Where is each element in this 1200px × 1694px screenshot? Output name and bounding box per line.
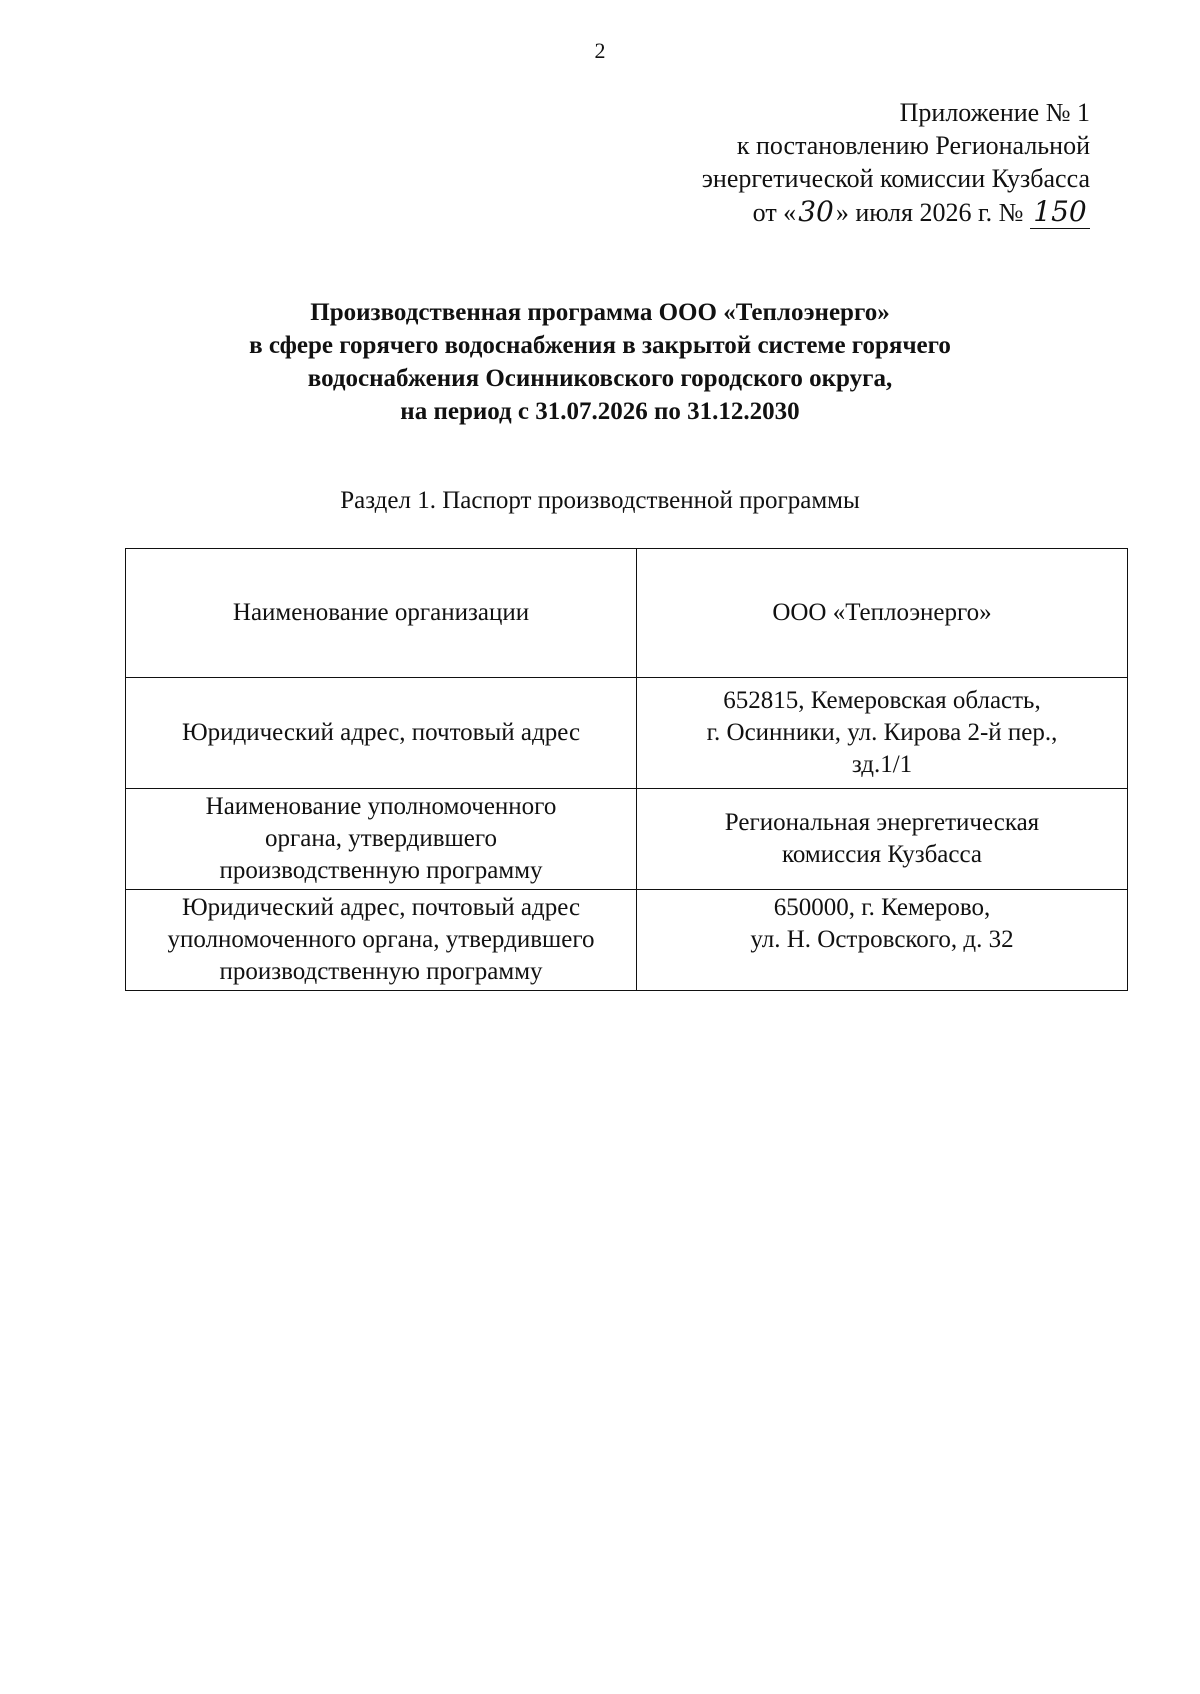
date-prefix: от « <box>752 198 797 227</box>
table-cell-value <box>637 678 1128 789</box>
cell-text: уполномоченного органа, утвердившего <box>167 926 595 953</box>
cell-text: г. Осинники, ул. Кирова 2-й пер., <box>706 719 1058 746</box>
appendix-decree-ref: к постановлению Региональной <box>736 131 1090 160</box>
table-row <box>126 678 1128 789</box>
cell-text: зд.1/1 <box>851 751 913 778</box>
cell-text: производственную программу <box>219 958 543 985</box>
table-cell-label <box>126 678 637 789</box>
cell-text: ООО «Теплоэнерго» <box>772 599 992 626</box>
document-title <box>0 296 1200 428</box>
table-cell-value <box>637 549 1128 678</box>
cell-text: Наименование уполномоченного <box>205 793 557 820</box>
cell-text: 650000, г. Кемерово, <box>773 894 991 921</box>
cell-text: производственную программу <box>219 857 543 884</box>
cell-text: Региональная энергетическая <box>724 809 1040 836</box>
title-line-1: Производственная программа ООО «Теплоэнерго» <box>310 299 890 326</box>
passport-table <box>125 548 1128 991</box>
handwritten-decree-number: 150 <box>1030 195 1090 229</box>
cell-text: органа, утвердившего <box>264 825 498 852</box>
appendix-title: Приложение № 1 <box>899 98 1090 127</box>
date-middle: » июля 2026 г. № <box>835 198 1024 227</box>
cell-text: Наименование организации <box>232 599 530 626</box>
table-row <box>126 890 1128 991</box>
page-number: 2 <box>594 38 606 63</box>
title-line-4: на период с 31.07.2026 по 31.12.2030 <box>400 398 800 425</box>
cell-text: Юридический адрес, почтовый адрес <box>181 719 581 746</box>
handwritten-day: 30 <box>798 195 834 228</box>
section-heading: Раздел 1. Паспорт производственной программы <box>340 487 860 514</box>
cell-text: 652815, Кемеровская область, <box>723 687 1041 714</box>
table-cell-value <box>637 890 1128 991</box>
title-line-3: водоснабжения Осинниковского городского округа, <box>307 365 893 392</box>
title-line-2: в сфере горячего водоснабжения в закрытой системе горячего <box>249 332 951 359</box>
appendix-block <box>570 96 1090 229</box>
cell-text: ул. Н. Островского, д. 32 <box>750 926 1014 953</box>
table-cell-label <box>126 890 637 991</box>
table-row <box>126 789 1128 890</box>
table-cell-label <box>126 789 637 890</box>
table-cell-value <box>637 789 1128 890</box>
table-cell-label <box>126 549 637 678</box>
cell-text: Юридический адрес, почтовый адрес <box>181 894 581 921</box>
appendix-commission: энергетической комиссии Кузбасса <box>701 164 1090 193</box>
table-row <box>126 549 1128 678</box>
cell-text: комиссия Кузбасса <box>782 841 982 868</box>
appendix-date-line <box>570 195 1090 229</box>
